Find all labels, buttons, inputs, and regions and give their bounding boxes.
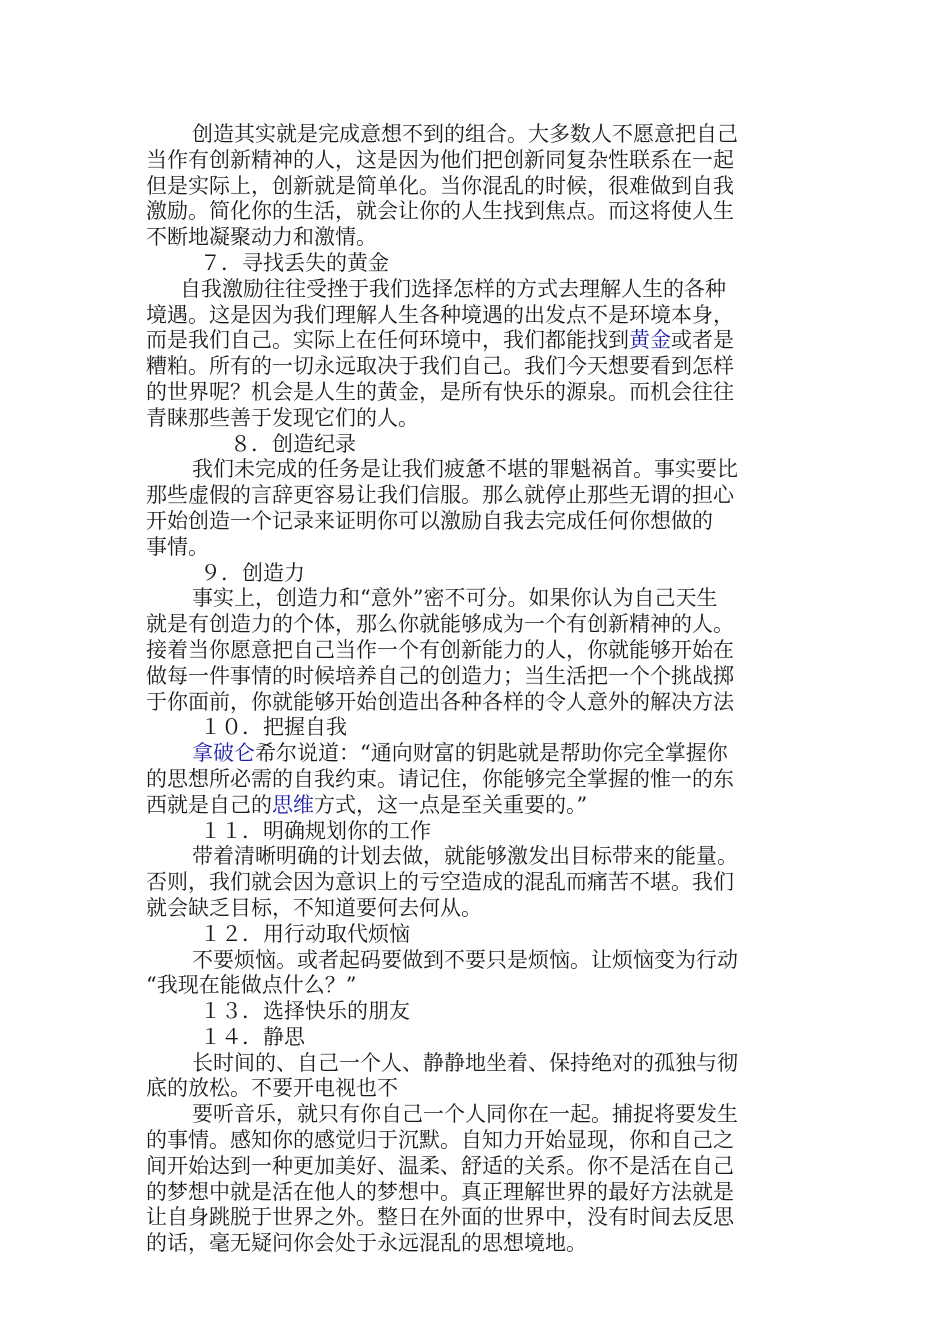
text-line	[146, 612, 810, 638]
text-run: 就会缺乏目标，不知道要何去何从。	[146, 895, 482, 920]
text-run: 于你面前，你就能够开始创造出各种各样的令人意外的解决方法	[146, 689, 734, 714]
text-line	[146, 303, 810, 329]
text-run: １１．明确规划你的工作	[200, 818, 431, 843]
text-line	[146, 715, 810, 741]
text-line	[146, 354, 810, 380]
text-line	[146, 535, 810, 561]
text-run: 否则，我们就会因为意识上的亏空造成的混乱而痛苦不堪。我们	[146, 870, 734, 895]
text-line	[146, 225, 810, 251]
text-run: 要听音乐，就只有你自己一个人同你在一起。捕捉将要发生	[192, 1102, 738, 1127]
text-run: 不要烦恼。或者起码要做到不要只是烦恼。让烦恼变为行动	[192, 947, 738, 972]
text-line	[146, 664, 810, 690]
text-run: 当作有创新精神的人，这是因为他们把创新同复杂性联系在一起	[146, 147, 734, 172]
text-run: １０．把握自我	[200, 715, 347, 740]
text-run: ７．寻找丢失的黄金	[200, 250, 389, 275]
text-run: 接着当你愿意把自己当作一个有创新能力的人，你就能够开始在	[146, 637, 734, 662]
text-line	[146, 870, 810, 896]
text-line	[146, 509, 810, 535]
text-run: ８．创造纪录	[230, 431, 356, 456]
text-run: 间开始达到一种更加美好、温柔、舒适的关系。你不是活在自己	[146, 1153, 734, 1178]
text-line	[146, 457, 810, 483]
text-line	[146, 1231, 810, 1257]
text-run: 事情。	[146, 534, 209, 559]
text-run: 就是有创造力的个体，那么你就能够成为一个有创新精神的人。	[146, 612, 734, 637]
text-line	[146, 999, 810, 1025]
text-run: ９．创造力	[200, 560, 305, 585]
text-line	[146, 1076, 810, 1102]
text-line	[146, 122, 810, 148]
text-line	[146, 277, 810, 303]
text-line	[146, 819, 810, 845]
text-line	[146, 561, 810, 587]
text-run: 激励。简化你的生活，就会让你的人生找到焦点。而这将使人生	[146, 199, 734, 224]
text-line	[146, 328, 810, 354]
text-run: 做每一件事情的时候培养自己的创造力；当生活把一个个挑战掷	[146, 663, 734, 688]
text-line	[146, 690, 810, 716]
text-line	[146, 793, 810, 819]
text-run: 糟粕。所有的一切永远取决于我们自己。我们今天想要看到怎样	[146, 354, 734, 379]
text-run: 而是我们自己。实际上在任何环境中，我们都能找到	[146, 328, 629, 353]
text-run: １２．用行动取代烦恼	[200, 921, 410, 946]
text-run: 的世界呢？机会是人生的黄金，是所有快乐的源泉。而机会往往	[146, 379, 734, 404]
text-run: 希尔说道：“通向财富的钥匙就是帮助你完全掌握你	[255, 741, 728, 766]
text-run: 或者是	[671, 328, 734, 353]
hyperlink[interactable]: 黄金	[629, 328, 671, 353]
text-line	[146, 1205, 810, 1231]
text-run: 底的放松。不要开电视也不	[146, 1076, 398, 1101]
text-run: １４．静思	[200, 1024, 305, 1049]
text-run: 不断地凝聚动力和激情。	[146, 225, 377, 250]
text-line	[146, 741, 810, 767]
text-line	[146, 638, 810, 664]
text-run: 境遇。这是因为我们理解人生各种境遇的出发点不是环境本身，	[146, 302, 734, 327]
hyperlink[interactable]: 思维	[272, 792, 314, 817]
text-run: 自我激励往往受挫于我们选择怎样的方式去理解人生的各种	[180, 276, 726, 301]
text-line	[146, 174, 810, 200]
text-run: 方式，这一点是至关重要的。”	[314, 792, 588, 817]
text-line	[146, 1051, 810, 1077]
text-line	[146, 767, 810, 793]
text-run: 我们未完成的任务是让我们疲惫不堪的罪魁祸首。事实要比	[192, 457, 738, 482]
text-line	[146, 1025, 810, 1051]
text-line	[146, 922, 810, 948]
text-line	[146, 432, 810, 458]
document-body	[146, 122, 810, 1257]
text-line	[146, 948, 810, 974]
text-line	[146, 1180, 810, 1206]
text-run: 那些虚假的言辞更容易让我们信服。那么就停止那些无谓的担心	[146, 483, 734, 508]
text-line	[146, 1128, 810, 1154]
text-line	[146, 483, 810, 509]
text-run: 创造其实就是完成意想不到的组合。大多数人不愿意把自己	[192, 122, 738, 146]
text-run: 的话，毫无疑问你会处于永远混乱的思想境地。	[146, 1231, 587, 1256]
text-run: 青睐那些善于发现它们的人。	[146, 405, 419, 430]
text-line	[146, 251, 810, 277]
text-line	[146, 199, 810, 225]
text-run: 带着清晰明确的计划去做，就能够激发出目标带来的能量。	[192, 844, 738, 869]
text-run: “我现在能做点什么？”	[146, 973, 357, 998]
text-run: 的事情。感知你的感觉归于沉默。自知力开始显现，你和自己之	[146, 1128, 734, 1153]
text-run: 开始创造一个记录来证明你可以激励自我去完成任何你想做的	[146, 508, 713, 533]
text-run: 但是实际上，创新就是简单化。当你混乱的时候，很难做到自我	[146, 173, 734, 198]
text-line	[146, 380, 810, 406]
text-run: 长时间的、自己一个人、静静地坐着、保持绝对的孤独与彻	[192, 1050, 738, 1075]
text-run: 的梦想中就是活在他人的梦想中。真正理解世界的最好方法就是	[146, 1179, 734, 1204]
text-line	[146, 844, 810, 870]
text-line	[146, 973, 810, 999]
text-line	[146, 896, 810, 922]
text-line	[146, 1154, 810, 1180]
text-run: 让自身跳脱于世界之外。整日在外面的世界中，没有时间去反思	[146, 1205, 734, 1230]
text-line	[146, 406, 810, 432]
hyperlink[interactable]: 拿破仑	[192, 741, 255, 766]
text-run: １３．选择快乐的朋友	[200, 999, 410, 1024]
text-run: 西就是自己的	[146, 792, 272, 817]
text-run: 的思想所必需的自我约束。请记住，你能够完全掌握的惟一的东	[146, 766, 734, 791]
text-line	[146, 148, 810, 174]
text-line	[146, 586, 810, 612]
text-line	[146, 1102, 810, 1128]
text-run: 事实上，创造力和“意外”密不可分。如果你认为自己天生	[192, 586, 718, 611]
